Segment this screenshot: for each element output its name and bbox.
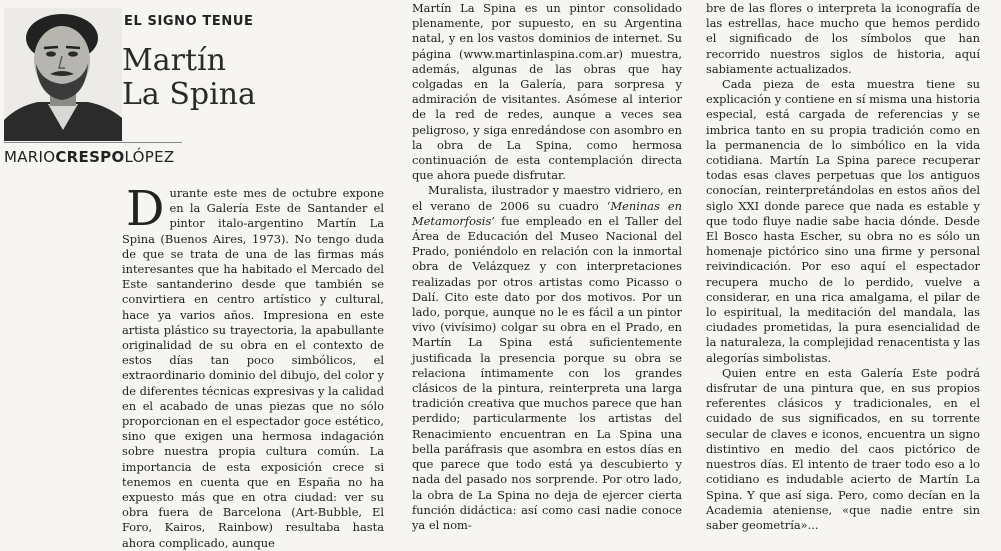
byline-surname-1: CRESPO [55, 148, 125, 166]
drop-cap: D [126, 181, 165, 237]
text-column-3 [706, 1, 980, 532]
headline-line-2: La Spina [122, 77, 256, 112]
byline-divider [4, 142, 182, 143]
byline-surname-2: LÓPEZ [124, 148, 175, 166]
text-column-1 [122, 181, 384, 550]
paragraph-2-text-b: fue empleado en el Taller del Área de Educación del Museo Nacional del Prado, poniéndolo en relación con la inmortal obra de Velázquez y con interpretaciones realizadas por otros artistas como Picasso o Dalí. Cito este dato por dos motivos. Por un lado, porque, aunque no le es fácil a un pintor vivo (vivísimo) colgar su obra en el Prado, en Martín La Spina está suficientemente justificada la presencia porque su obra se relaciona íntimamente con los grandes clásicos de la pintura, reinterpreta una larga tradición creativa que muchos parece que han perdido; particularmente los artistas del Renacimiento encuentran en La Spina una bella paráfrasis que asombra en estos días en que parece que todo está ya descubierto y nada del pasado nos sorprende. Por otro lado, la obra de La Spina no deja de ejercer cierta función didáctica: así como casi nadie conoce ya el nom- [412, 213, 682, 532]
paragraph-2-text-a: Muralista, ilustrador y maestro vidriero, en el verano de 2006 su cuadro [412, 183, 682, 213]
text-column-2 [412, 1, 682, 532]
paragraph-2-continued: bre de las flores o interpreta la iconografía de las estrellas, hace mucho que hemos perdido el significado de los símbolos que han recorrido nuestros siglos de historia, aquí sabiamente actualizados. [706, 1, 980, 76]
byline-first-name: MARIO [4, 148, 56, 166]
paragraph-1 [122, 181, 384, 551]
byline [4, 148, 174, 166]
paragraph-2 [412, 183, 682, 533]
author-portrait-image [4, 8, 122, 141]
author-photo [4, 8, 122, 141]
headline-line-1: Martín [122, 43, 226, 78]
headline [122, 44, 256, 112]
paragraph-1-text: urante este mes de octubre expone en la Galería Este de Santander el pintor italo-argentino Martín La Spina (Buenos Aires, 1973). No tengo duda de que se trata de una de las firmas más interesantes que ha habitado el Mercado del Este santanderino desde que también se convirtiera en centro artístico y cultural, hace ya varios años. Impresiona en este artista plástico su trayectoria, la apabullante originalidad de su obra en el contexto de estos días tan poco simbólicos, el extraordinario dominio del dibujo, del color y de diferentes técnicas expresivas y la calidad en el acabado de unas piezas que no sólo proporcionan en el espectador goce estético, sino que exigen una hermosa indagación sobre nuestra propia cultura común. La importancia de esta exposición crece si tenemos en cuenta que en España no ha expuesto más que en otra ciudad: ver su obra fuera de Barcelona (Art-Bubble, El Foro, Kairos, Rainbow) resultaba hasta ahora complicado, aunque [122, 186, 384, 550]
paragraph-3: Cada pieza de esta muestra tiene su explicación y contiene en sí misma una historia especial, está cargada de referencias y se imbrica tanto en su propia tradición como en la permanencia de lo simbólico en la vida cotidiana. Martín La Spina parece recuperar todas esas claves perpetuas que los antiguos conocían, reinterpretándolas en estos años del siglo XXI donde parece que nada es estable y que todo fluye nadie sabe hacia dónde. Desde El Bosco hasta Escher, su obra no es sólo un homenaje pictórico sino una firme y personal reivindicación. Por eso aquí el espectador recupera mucho de lo perdido, vuelve a considerar, en una rica amalgama, el pilar de lo espiritual, la meditación del mandala, las ciudades prometidas, la pura esencialidad de la naturaleza, la complejidad renacentista y las alegorías simbolistas. [706, 77, 980, 365]
section-tag: EL SIGNO TENUE [124, 14, 254, 29]
paragraph-1-continued: Martín La Spina es un pintor consolidado plenamente, por supuesto, en su Argentina natal, y en los vastos dominios de internet. Su página (www.martinlaspina.com.ar) muestra, además, algunas de las obras que hay colgadas en la Galería, para sorpresa y admiración de visitantes. Asómese al interior de la red de redes, aunque a veces sea peligroso, y siga enredándose con asombro en la obra de La Spina, como hermosa continuación de esta contemplación directa que ahora puede disfrutar. [412, 1, 682, 183]
paragraph-4: Quien entre en esta Galería Este podrá disfrutar de una pintura que, en sus propios referentes clásicos y tradicionales, en el cuidado de sus significados, en su torrente secular de claves e iconos, encuentra un signo distintivo en medio del caos pictórico de nuestros días. El intento de traer todo eso a lo cotidiano es indudable acierto de Martín La Spina. Y que así siga. Pero, como decían en la Academia ateniense, «que nadie entre sin saber geometría»... [706, 365, 980, 532]
artwork-title: ‘Meninas en Metamorfosis’ [412, 198, 682, 228]
